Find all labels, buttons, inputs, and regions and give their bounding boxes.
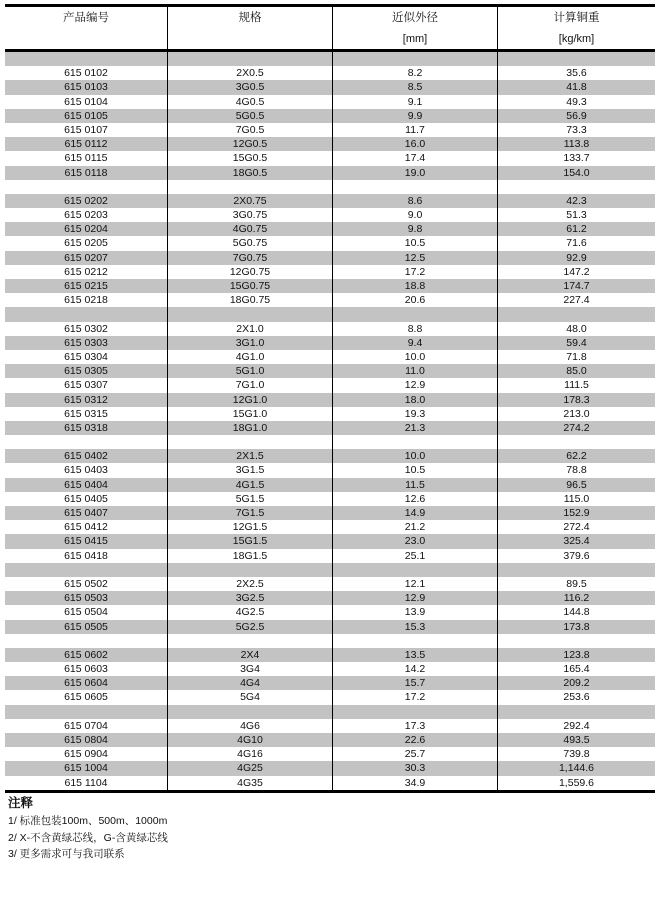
- outer-diameter-cell: 34.9: [332, 776, 497, 790]
- copper-weight-cell: 96.5: [497, 478, 655, 492]
- note-item-2: 2/ X-不含黄绿芯线，G-含黄绿芯线: [8, 831, 168, 844]
- product-id-cell: 615 0203: [64, 209, 108, 222]
- spacer-row: [5, 435, 655, 449]
- spec-cell: 3G0.5: [167, 80, 332, 94]
- spec-cell: 2X0.75: [167, 194, 332, 208]
- spec-cell: 5G1.5: [167, 492, 332, 506]
- spec-cell: 7G1.5: [167, 506, 332, 520]
- table-row: [5, 407, 655, 421]
- spec-cell: 15G1.5: [167, 534, 332, 548]
- spec-cell: 12G1.0: [167, 393, 332, 407]
- outer-diameter-cell: 10.0: [332, 350, 497, 364]
- spacer-cell: [332, 563, 497, 577]
- outer-diameter-cell: 17.2: [332, 690, 497, 704]
- spacer-cell: [497, 52, 655, 66]
- outer-diameter-cell: 8.2: [332, 66, 497, 80]
- table-row: [5, 747, 655, 761]
- spec-cell: 4G6: [167, 719, 332, 733]
- table-row: [5, 676, 655, 690]
- spec-cell: 7G0.75: [167, 251, 332, 265]
- product-id-cell: 615 0804: [64, 734, 108, 746]
- spec-cell: 3G0.75: [167, 208, 332, 222]
- outer-diameter-cell: 11.5: [332, 478, 497, 492]
- product-id-cell: 615 0305: [64, 365, 108, 378]
- spacer-cell: [332, 307, 497, 321]
- spec-cell: 4G1.0: [167, 350, 332, 364]
- spec-cell: 5G4: [167, 690, 332, 704]
- table-row: [5, 109, 655, 123]
- product-id-cell: 615 0205: [64, 237, 108, 250]
- spacer-cell: [497, 307, 655, 321]
- outer-diameter-cell: 12.5: [332, 251, 497, 265]
- outer-diameter-cell: 15.7: [332, 676, 497, 690]
- spacer-cell: [497, 563, 655, 577]
- table-row: [5, 151, 655, 165]
- product-table: [5, 4, 655, 793]
- table-row: [5, 364, 655, 378]
- outer-diameter-cell: 9.8: [332, 222, 497, 236]
- product-id-cell: 615 0704: [64, 719, 108, 732]
- table-row: [5, 322, 655, 336]
- table-body: [5, 52, 655, 793]
- outer-diameter-cell: 9.0: [332, 208, 497, 222]
- spec-cell: 12G0.5: [167, 137, 332, 151]
- copper-weight-cell: 116.2: [497, 591, 655, 605]
- copper-weight-cell: 1,144.6: [497, 761, 655, 775]
- column-header-label: 近似外径: [392, 12, 438, 24]
- outer-diameter-cell: 9.9: [332, 109, 497, 123]
- spacer-cell: [332, 634, 497, 648]
- table-row: [5, 208, 655, 222]
- product-id-cell: 615 0102: [64, 67, 108, 80]
- product-id-cell: 615 0218: [64, 294, 108, 307]
- copper-weight-cell: 56.9: [497, 109, 655, 123]
- table-row: [5, 534, 655, 548]
- table-row: [5, 293, 655, 307]
- outer-diameter-cell: 11.7: [332, 123, 497, 137]
- spacer-row: [5, 563, 655, 577]
- copper-weight-cell: 147.2: [497, 265, 655, 279]
- product-id-cell: 615 0204: [64, 223, 108, 236]
- copper-weight-cell: 59.4: [497, 336, 655, 350]
- outer-diameter-cell: 21.3: [332, 421, 497, 435]
- outer-diameter-cell: 9.4: [332, 336, 497, 350]
- outer-diameter-cell: 23.0: [332, 534, 497, 548]
- copper-weight-cell: 61.2: [497, 222, 655, 236]
- spec-cell: 4G1.5: [167, 478, 332, 492]
- product-id-cell: 615 0412: [64, 521, 108, 534]
- spec-cell: 5G0.5: [167, 109, 332, 123]
- product-id-cell: 615 0104: [64, 95, 108, 108]
- product-id-cell: 615 0212: [64, 265, 108, 278]
- spec-cell: 4G0.5: [167, 95, 332, 109]
- product-id-cell: 615 0404: [64, 478, 108, 491]
- table-row: [5, 421, 655, 435]
- outer-diameter-cell: 8.6: [332, 194, 497, 208]
- copper-weight-cell: 739.8: [497, 747, 655, 761]
- copper-weight-cell: 144.8: [497, 605, 655, 619]
- table-row: [5, 66, 655, 80]
- spacer-cell: [5, 563, 167, 577]
- product-id-cell: 615 0302: [64, 322, 108, 335]
- copper-weight-cell: 272.4: [497, 520, 655, 534]
- copper-weight-cell: 1,559.6: [497, 776, 655, 790]
- column-header-label: 规格: [238, 12, 262, 24]
- copper-weight-cell: 173.8: [497, 620, 655, 634]
- table-row: [5, 137, 655, 151]
- outer-diameter-cell: 18.8: [332, 279, 497, 293]
- note-item-1: 1/ 标准包装100m、500m、1000m: [8, 815, 168, 827]
- outer-diameter-cell: 9.1: [332, 95, 497, 109]
- copper-weight-cell: 152.9: [497, 506, 655, 520]
- spacer-cell: [332, 435, 497, 449]
- copper-weight-cell: 174.7: [497, 279, 655, 293]
- outer-diameter-cell: 8.8: [332, 322, 497, 336]
- spacer-cell: [5, 180, 167, 194]
- table-row: [5, 265, 655, 279]
- spec-cell: 5G1.0: [167, 364, 332, 378]
- outer-diameter-cell: 25.1: [332, 549, 497, 563]
- copper-weight-cell: 92.9: [497, 251, 655, 265]
- table-row: [5, 279, 655, 293]
- spec-cell: 18G0.5: [167, 166, 332, 180]
- table-row: [5, 251, 655, 265]
- copper-weight-cell: 165.4: [497, 662, 655, 676]
- copper-weight-cell: 71.8: [497, 350, 655, 364]
- spec-cell: 5G0.75: [167, 236, 332, 250]
- spacer-cell: [5, 435, 167, 449]
- copper-weight-cell: 209.2: [497, 676, 655, 690]
- spacer-cell: [167, 705, 332, 719]
- table-row: [5, 761, 655, 775]
- product-id-cell: 615 1104: [64, 776, 108, 789]
- copper-weight-cell: 133.7: [497, 151, 655, 165]
- column-header-unit: [kg/km]: [558, 33, 595, 45]
- outer-diameter-cell: 12.6: [332, 492, 497, 506]
- outer-diameter-cell: 10.5: [332, 463, 497, 477]
- outer-diameter-cell: 16.0: [332, 137, 497, 151]
- product-id-cell: 615 0904: [64, 748, 108, 761]
- product-id-cell: 615 0202: [64, 194, 108, 207]
- product-id-cell: 615 0602: [64, 648, 108, 661]
- product-id-cell: 615 0402: [64, 450, 108, 463]
- spacer-cell: [332, 52, 497, 66]
- spacer-cell: [5, 634, 167, 648]
- outer-diameter-cell: 17.3: [332, 719, 497, 733]
- spec-cell: 4G4: [167, 676, 332, 690]
- table-row: [5, 549, 655, 563]
- spec-cell: 15G0.5: [167, 151, 332, 165]
- outer-diameter-cell: 13.9: [332, 605, 497, 619]
- product-id-cell: 615 0304: [64, 350, 108, 363]
- outer-diameter-cell: 12.1: [332, 577, 497, 591]
- table-row: [5, 605, 655, 619]
- spacer-cell: [5, 52, 167, 66]
- table-row: [5, 620, 655, 634]
- copper-weight-cell: 213.0: [497, 407, 655, 421]
- table-row: [5, 506, 655, 520]
- spacer-row: [5, 307, 655, 321]
- copper-weight-cell: 89.5: [497, 577, 655, 591]
- outer-diameter-cell: 22.6: [332, 733, 497, 747]
- product-id-cell: 615 0605: [64, 691, 108, 704]
- product-id-cell: 615 0307: [64, 379, 108, 392]
- spec-cell: 4G35: [167, 776, 332, 790]
- copper-weight-cell: 325.4: [497, 534, 655, 548]
- spec-cell: 18G1.0: [167, 421, 332, 435]
- spec-cell: 3G4: [167, 662, 332, 676]
- product-id-cell: 615 0503: [64, 592, 108, 605]
- product-id-cell: 615 0505: [64, 620, 108, 633]
- spec-cell: 4G25: [167, 761, 332, 775]
- product-id-cell: 615 0215: [64, 280, 108, 292]
- product-id-cell: 615 0118: [64, 166, 108, 179]
- outer-diameter-cell: 25.7: [332, 747, 497, 761]
- spec-cell: 7G1.0: [167, 378, 332, 392]
- spec-cell: 2X0.5: [167, 66, 332, 80]
- outer-diameter-cell: 10.5: [332, 236, 497, 250]
- copper-weight-cell: 115.0: [497, 492, 655, 506]
- outer-diameter-cell: 11.0: [332, 364, 497, 378]
- product-id-cell: 615 0312: [64, 393, 108, 406]
- copper-weight-cell: 111.5: [497, 378, 655, 392]
- spacer-cell: [332, 705, 497, 719]
- outer-diameter-cell: 13.5: [332, 648, 497, 662]
- product-id-cell: 615 0103: [64, 81, 108, 94]
- outer-diameter-cell: 17.4: [332, 151, 497, 165]
- notes-title: 注释: [8, 796, 34, 810]
- spacer-row: [5, 180, 655, 194]
- spacer-cell: [167, 435, 332, 449]
- spec-cell: 18G1.5: [167, 549, 332, 563]
- outer-diameter-cell: 14.9: [332, 506, 497, 520]
- table-row: [5, 776, 655, 790]
- spacer-cell: [167, 634, 332, 648]
- spec-cell: 12G1.5: [167, 520, 332, 534]
- copper-weight-cell: 227.4: [497, 293, 655, 307]
- copper-weight-cell: 493.5: [497, 733, 655, 747]
- spec-cell: 7G0.5: [167, 123, 332, 137]
- copper-weight-cell: 49.3: [497, 95, 655, 109]
- outer-diameter-cell: 19.3: [332, 407, 497, 421]
- spec-cell: 2X4: [167, 648, 332, 662]
- copper-weight-cell: 379.6: [497, 549, 655, 563]
- column-header-spec: [167, 7, 332, 49]
- table-row: [5, 463, 655, 477]
- spec-cell: 2X1.0: [167, 322, 332, 336]
- spec-cell: 2X2.5: [167, 577, 332, 591]
- table-row: [5, 222, 655, 236]
- spacer-row: [5, 634, 655, 648]
- spec-cell: 12G0.75: [167, 265, 332, 279]
- table-row: [5, 166, 655, 180]
- spacer-cell: [497, 180, 655, 194]
- column-header-label: 计算铜重: [553, 12, 600, 24]
- copper-weight-cell: 78.8: [497, 463, 655, 477]
- spec-cell: 4G2.5: [167, 605, 332, 619]
- copper-weight-cell: 274.2: [497, 421, 655, 435]
- product-id-cell: 615 0105: [64, 109, 108, 122]
- product-id-cell: 615 0403: [64, 464, 108, 477]
- spec-cell: 15G0.75: [167, 279, 332, 293]
- product-id-cell: 615 0502: [64, 577, 108, 590]
- spacer-row: [5, 52, 655, 66]
- spec-cell: 2X1.5: [167, 449, 332, 463]
- product-id-cell: 615 0415: [64, 535, 108, 548]
- table-row: [5, 336, 655, 350]
- outer-diameter-cell: 17.2: [332, 265, 497, 279]
- product-id-cell: 615 0303: [64, 336, 108, 349]
- spacer-cell: [497, 634, 655, 648]
- spec-cell: 4G10: [167, 733, 332, 747]
- copper-weight-cell: 113.8: [497, 137, 655, 151]
- table-row: [5, 393, 655, 407]
- product-id-cell: 615 0407: [64, 507, 108, 519]
- copper-weight-cell: 71.6: [497, 236, 655, 250]
- table-row: [5, 690, 655, 704]
- copper-weight-cell: 41.8: [497, 80, 655, 94]
- notes-section: [8, 795, 508, 863]
- spacer-cell: [167, 307, 332, 321]
- copper-weight-cell: 62.2: [497, 449, 655, 463]
- spec-cell: 4G16: [167, 747, 332, 761]
- product-id-cell: 615 0315: [64, 407, 108, 420]
- spec-cell: 3G1.5: [167, 463, 332, 477]
- outer-diameter-cell: 14.2: [332, 662, 497, 676]
- table-row: [5, 350, 655, 364]
- table-row: [5, 478, 655, 492]
- spacer-cell: [5, 307, 167, 321]
- table-row: [5, 378, 655, 392]
- product-id-cell: 615 0112: [64, 138, 108, 151]
- product-id-cell: 615 0207: [64, 251, 108, 264]
- note-item-3: 3/ 更多需求可与我司联系: [8, 848, 125, 860]
- outer-diameter-cell: 15.3: [332, 620, 497, 634]
- spacer-cell: [167, 563, 332, 577]
- spec-cell: 18G0.75: [167, 293, 332, 307]
- outer-diameter-cell: 8.5: [332, 80, 497, 94]
- copper-weight-cell: 51.3: [497, 208, 655, 222]
- table-header-row: [5, 4, 655, 52]
- column-header-copper-weight: [497, 7, 655, 49]
- copper-weight-cell: 48.0: [497, 322, 655, 336]
- spacer-cell: [167, 52, 332, 66]
- outer-diameter-cell: 20.6: [332, 293, 497, 307]
- spec-cell: 4G0.75: [167, 222, 332, 236]
- table-row: [5, 520, 655, 534]
- spacer-cell: [497, 705, 655, 719]
- spec-cell: 3G1.0: [167, 336, 332, 350]
- spacer-row: [5, 705, 655, 719]
- table-row: [5, 95, 655, 109]
- spec-cell: 5G2.5: [167, 620, 332, 634]
- copper-weight-cell: 154.0: [497, 166, 655, 180]
- outer-diameter-cell: 10.0: [332, 449, 497, 463]
- column-header-outer-diameter: [332, 7, 497, 49]
- outer-diameter-cell: 21.2: [332, 520, 497, 534]
- copper-weight-cell: 292.4: [497, 719, 655, 733]
- copper-weight-cell: 35.6: [497, 66, 655, 80]
- product-id-cell: 615 0418: [64, 549, 108, 562]
- outer-diameter-cell: 30.3: [332, 761, 497, 775]
- product-id-cell: 615 0107: [64, 123, 108, 136]
- product-id-cell: 615 0604: [64, 677, 108, 690]
- table-row: [5, 236, 655, 250]
- table-row: [5, 719, 655, 733]
- column-header-unit: [mm]: [402, 33, 428, 45]
- spacer-cell: [167, 180, 332, 194]
- table-row: [5, 80, 655, 94]
- table-row: [5, 492, 655, 506]
- product-id-cell: 615 0603: [64, 663, 108, 676]
- product-id-cell: 615 1004: [64, 762, 108, 775]
- spacer-cell: [5, 705, 167, 719]
- table-row: [5, 194, 655, 208]
- table-row: [5, 123, 655, 137]
- table-row: [5, 449, 655, 463]
- table-row: [5, 733, 655, 747]
- spacer-cell: [332, 180, 497, 194]
- table-row: [5, 662, 655, 676]
- copper-weight-cell: 123.8: [497, 648, 655, 662]
- spec-cell: 15G1.0: [167, 407, 332, 421]
- copper-weight-cell: 85.0: [497, 364, 655, 378]
- table-row: [5, 577, 655, 591]
- outer-diameter-cell: 18.0: [332, 393, 497, 407]
- copper-weight-cell: 178.3: [497, 393, 655, 407]
- copper-weight-cell: 42.3: [497, 194, 655, 208]
- copper-weight-cell: 73.3: [497, 123, 655, 137]
- outer-diameter-cell: 12.9: [332, 378, 497, 392]
- outer-diameter-cell: 12.9: [332, 591, 497, 605]
- product-id-cell: 615 0405: [64, 492, 108, 505]
- product-id-cell: 615 0318: [64, 421, 108, 434]
- column-header-label: 产品编号: [63, 12, 109, 24]
- table-row: [5, 591, 655, 605]
- table-row: [5, 648, 655, 662]
- outer-diameter-cell: 19.0: [332, 166, 497, 180]
- product-id-cell: 615 0115: [64, 152, 108, 165]
- spec-cell: 3G2.5: [167, 591, 332, 605]
- product-id-cell: 615 0504: [64, 606, 108, 619]
- column-header-product-id: [5, 7, 167, 49]
- spacer-cell: [497, 435, 655, 449]
- copper-weight-cell: 253.6: [497, 690, 655, 704]
